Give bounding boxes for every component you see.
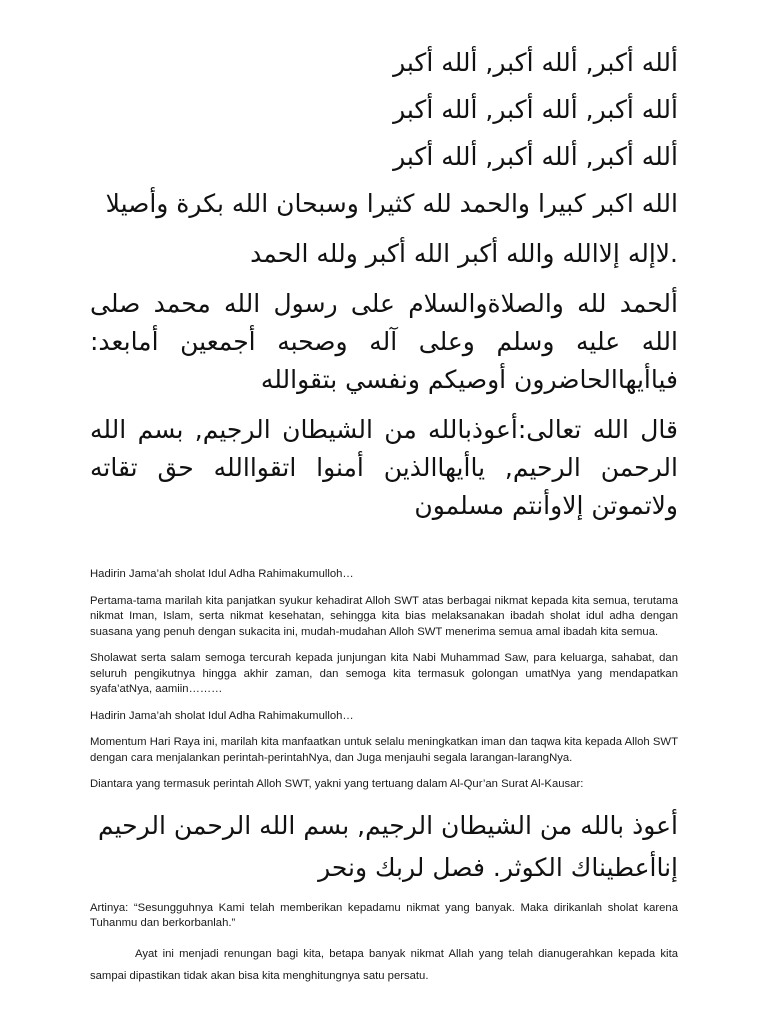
paragraph-renungan: Ayat ini menjadi renungan bagi kita, betapa banyak nikmat Allah yang telah dianugerahkan kepada kita sampai dipastikan tidak akan bisa kita menghitungnya satu persatu. xyxy=(90,947,678,982)
greeting-2: Hadirin Jama’ah sholat Idul Adha Rahimakumulloh… xyxy=(90,709,354,722)
takbir-line-1: ألله أكبر, ألله أكبر, ألله أكبر xyxy=(393,48,678,77)
paragraph-syukur: Pertama-tama marilah kita panjatkan syukur kehadirat Alloh SWT atas berbagai nikmat kepada kita semua, terutama nikmat Iman, Islam, serta nikmat kesehatan, sehingga kita bias melaksanakan ibadah sholat idul adha dengan suasana yang penuh dengan sukacita ini, mudah-mudahan Alloh SWT menerima semua amal ibadah kita semua. xyxy=(90,594,678,638)
paragraph-diantara: Diantara yang termasuk perintah Alloh SWT, yakni yang tertuang dalam Al-Qur’an Surat Al-Kausar: xyxy=(90,778,584,790)
greeting-1: Hadirin Jama’ah sholat Idul Adha Rahimakumulloh… xyxy=(90,568,354,580)
paragraph-sholawat: Sholawat serta salam semoga tercurah kepada junjungan kita Nabi Muhammad Saw, para keluarga, sahabat, dan seluruh pengikutnya hingga akhir zaman, dan semoga kita termasuk golongan umatNya yang mendapatkan syafa’atNya, aamiin……… xyxy=(90,652,678,695)
document-page xyxy=(90,44,678,987)
takbir-line-3: ألله أكبر, ألله أكبر, ألله أكبر xyxy=(393,142,678,171)
ayat-line-1: أعوذ بالله من الشيطان الرجيم, بسم الله الرحمن الرحيم xyxy=(97,810,678,840)
tahlil-line: .لاإله إلاالله والله أكبر الله أكبر ولله الحمد xyxy=(250,239,678,268)
takbir-line-2: ألله أكبر, ألله أكبر, ألله أكبر xyxy=(393,95,678,124)
hamdalah-paragraph: ألحمد لله والصلاةوالسلام على رسول الله محمد صلى الله عليه وسلم وعلى آله وصحبه أجمعين أمابعد: فياأيهاالحاضرون أوصيكم ونفسي بتقوالله xyxy=(90,289,678,394)
dzikir-paragraph: الله اكبر كبيرا والحمد لله كثيرا وسبحان الله بكرة وأصيلا xyxy=(105,189,678,218)
qala-allah-paragraph: قال الله تعالى:أعوذبالله من الشيطان الرجيم, بسم الله الرحمن الرحيم, ياأيهاالذين أمنوا اتقواالله حق تقاته ولاتموتن إلاوأنتم مسلمون xyxy=(90,415,678,520)
paragraph-momentum: Momentum Hari Raya ini, marilah kita manfaatkan untuk selalu meningkatkan iman dan taqwa kita kepada Alloh SWT dengan cara menjalankan perintah-perintahNya, dan Juga menjauhi segala larangan-larangNya. xyxy=(90,736,678,764)
ayat-line-2: إناأعطيناك الكوثر. فصل لربك ونحر xyxy=(318,852,678,882)
artinya-paragraph: Artinya: “Sesungguhnya Kami telah memberikan kepadamu nikmat yang banyak. Maka dirikanlah sholat karena Tuhanmu dan berkorbanlah.” xyxy=(90,901,678,929)
